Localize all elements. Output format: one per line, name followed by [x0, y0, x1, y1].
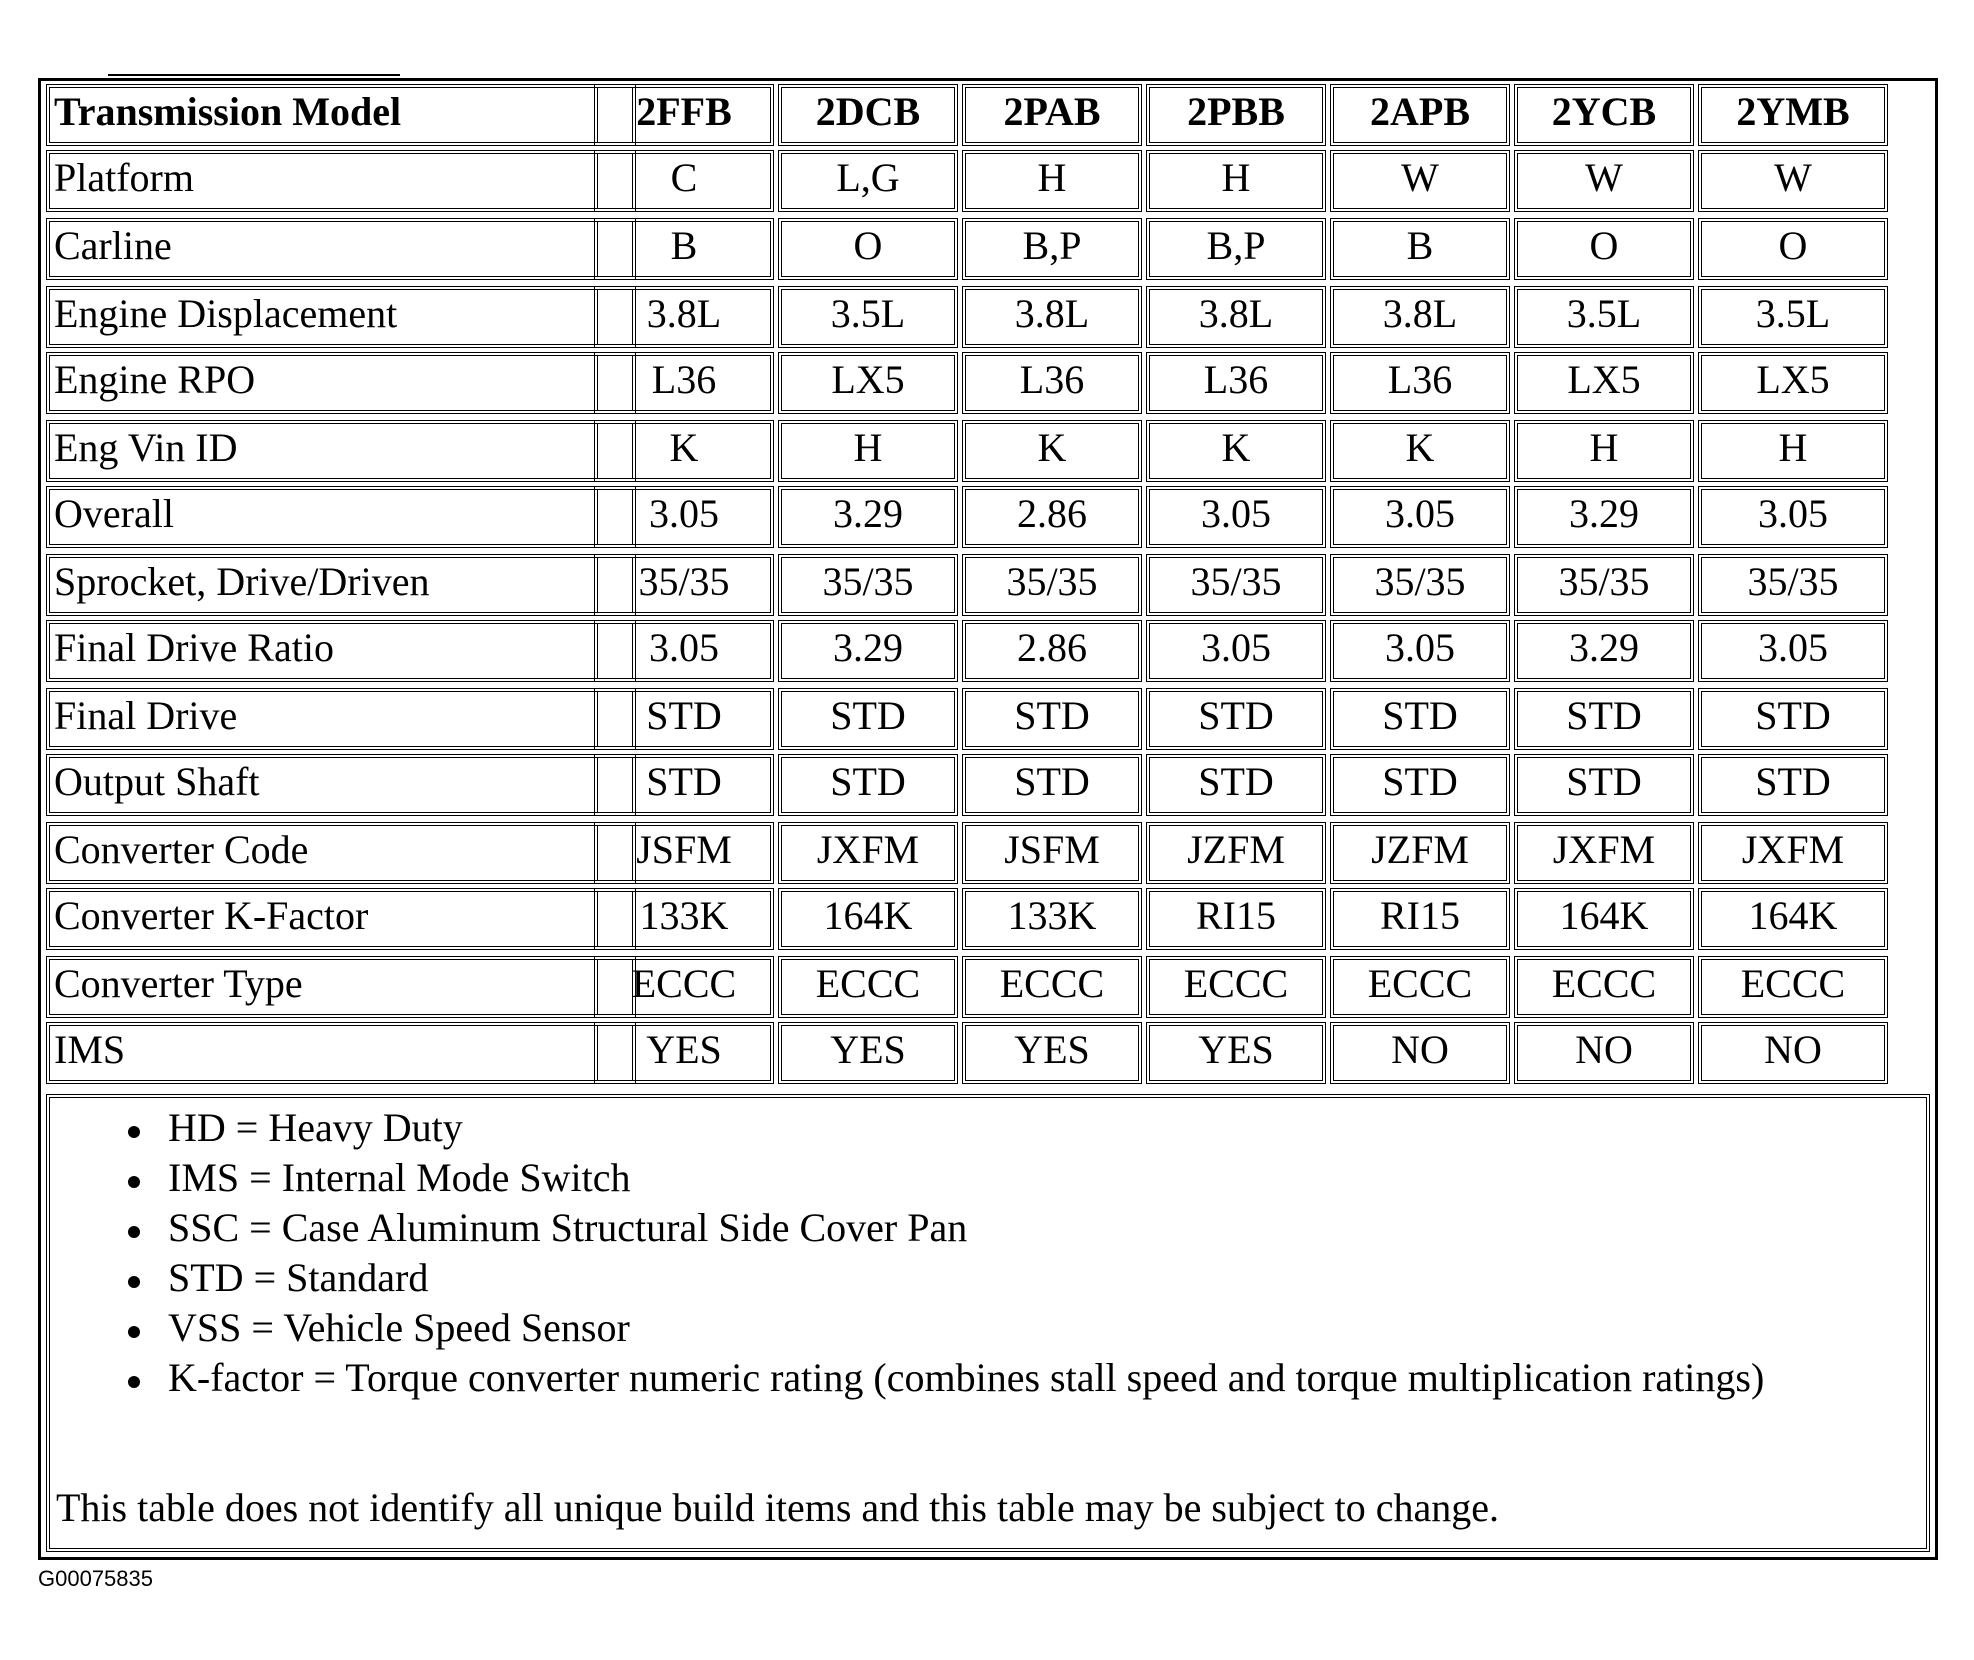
value-cell: 35/35 — [1514, 554, 1694, 616]
value-cell: 2.86 — [962, 486, 1142, 548]
value-cell: O — [1698, 218, 1888, 280]
value-cell: B,P — [1146, 218, 1326, 280]
note-text: K-factor = Torque converter numeric rating (combines stall speed and torque multiplication ratings) — [168, 1355, 1765, 1400]
value-cell: 3.8L — [962, 286, 1142, 348]
value-cell: 3.05 — [1330, 620, 1510, 682]
value-cell: 3.8L — [1330, 286, 1510, 348]
value-cell: 3.05 — [594, 620, 774, 682]
value-cell: 3.29 — [778, 620, 958, 682]
value-cell: H — [962, 150, 1142, 212]
row-label-cell: Engine Displacement — [46, 286, 636, 348]
value-cell: NO — [1514, 1022, 1694, 1084]
row-label-cell: IMS — [46, 1022, 636, 1084]
bullet-icon — [128, 1376, 140, 1388]
top-rule — [108, 74, 400, 76]
figure-id: G00075835 — [38, 1566, 153, 1591]
note-item — [168, 1154, 1888, 1202]
value-cell: STD — [778, 754, 958, 816]
value-cell: NO — [1330, 1022, 1510, 1084]
value-cell: L36 — [1330, 352, 1510, 414]
value-cell: ECCC — [1698, 956, 1888, 1018]
row-label-cell: Output Shaft — [46, 754, 636, 816]
value-cell: ECCC — [1146, 956, 1326, 1018]
model-header-cell: 2DCB — [778, 84, 958, 146]
value-cell: YES — [1146, 1022, 1326, 1084]
value-cell: JXFM — [1514, 822, 1694, 884]
value-cell: 3.05 — [1698, 620, 1888, 682]
value-cell: K — [594, 420, 774, 482]
value-cell: 164K — [778, 888, 958, 950]
value-cell: LX5 — [778, 352, 958, 414]
value-cell: 35/35 — [1698, 554, 1888, 616]
row-label-cell: Carline — [46, 218, 636, 280]
value-cell: ECCC — [1514, 956, 1694, 1018]
value-cell: O — [778, 218, 958, 280]
note-text: HD = Heavy Duty — [168, 1105, 463, 1150]
value-cell: B,P — [962, 218, 1142, 280]
value-cell: JZFM — [1330, 822, 1510, 884]
value-cell: H — [1698, 420, 1888, 482]
notes-box — [46, 1094, 1930, 1552]
model-header-cell: 2YMB — [1698, 84, 1888, 146]
value-cell: 3.29 — [1514, 620, 1694, 682]
value-cell: 3.05 — [1146, 486, 1326, 548]
value-cell: 35/35 — [962, 554, 1142, 616]
value-cell: B — [594, 218, 774, 280]
value-cell: JXFM — [778, 822, 958, 884]
note-text: VSS = Vehicle Speed Sensor — [168, 1305, 630, 1350]
value-cell: W — [1330, 150, 1510, 212]
value-cell: 35/35 — [1146, 554, 1326, 616]
value-cell: L,G — [778, 150, 958, 212]
value-cell: JZFM — [1146, 822, 1326, 884]
value-cell: K — [1146, 420, 1326, 482]
header-label-cell: Transmission Model — [46, 84, 636, 146]
value-cell: ECCC — [962, 956, 1142, 1018]
value-cell: STD — [1330, 754, 1510, 816]
value-cell: B — [1330, 218, 1510, 280]
value-cell: STD — [1330, 688, 1510, 750]
value-cell: NO — [1698, 1022, 1888, 1084]
row-label-cell: Platform — [46, 150, 636, 212]
value-cell: ECCC — [1330, 956, 1510, 1018]
value-cell: 3.05 — [594, 486, 774, 548]
bullet-icon — [128, 1176, 140, 1188]
value-cell: JSFM — [594, 822, 774, 884]
value-cell: 35/35 — [594, 554, 774, 616]
value-cell: L36 — [1146, 352, 1326, 414]
note-text: STD = Standard — [168, 1255, 429, 1300]
row-label-cell: Converter Code — [46, 822, 636, 884]
value-cell: 35/35 — [778, 554, 958, 616]
note-item — [168, 1204, 1888, 1252]
value-cell: STD — [594, 688, 774, 750]
value-cell: 3.8L — [594, 286, 774, 348]
value-cell: 3.05 — [1698, 486, 1888, 548]
value-cell: STD — [1514, 688, 1694, 750]
value-cell: 3.05 — [1146, 620, 1326, 682]
value-cell: JXFM — [1698, 822, 1888, 884]
note-item — [168, 1354, 1888, 1402]
bullet-icon — [128, 1126, 140, 1138]
value-cell: 35/35 — [1330, 554, 1510, 616]
value-cell: YES — [594, 1022, 774, 1084]
bullet-icon — [128, 1226, 140, 1238]
value-cell: ECCC — [594, 956, 774, 1018]
value-cell: LX5 — [1698, 352, 1888, 414]
value-cell: STD — [778, 688, 958, 750]
model-header-cell: 2FFB — [594, 84, 774, 146]
value-cell: RI15 — [1330, 888, 1510, 950]
row-label-cell: Final Drive — [46, 688, 636, 750]
value-cell: L36 — [962, 352, 1142, 414]
row-label-cell: Converter K-Factor — [46, 888, 636, 950]
value-cell: LX5 — [1514, 352, 1694, 414]
value-cell: YES — [778, 1022, 958, 1084]
model-header-cell: 2YCB — [1514, 84, 1694, 146]
value-cell: STD — [962, 754, 1142, 816]
value-cell: STD — [594, 754, 774, 816]
value-cell: STD — [1146, 688, 1326, 750]
value-cell: H — [778, 420, 958, 482]
row-label-cell: Final Drive Ratio — [46, 620, 636, 682]
value-cell: H — [1514, 420, 1694, 482]
note-item — [168, 1254, 1888, 1302]
value-cell: JSFM — [962, 822, 1142, 884]
value-cell: STD — [1514, 754, 1694, 816]
row-label-cell: Converter Type — [46, 956, 636, 1018]
note-item — [168, 1104, 1888, 1152]
value-cell: 3.05 — [1330, 486, 1510, 548]
model-header-cell: 2APB — [1330, 84, 1510, 146]
value-cell: 164K — [1698, 888, 1888, 950]
value-cell: 133K — [962, 888, 1142, 950]
value-cell: W — [1514, 150, 1694, 212]
row-label-cell: Overall — [46, 486, 636, 548]
row-label-cell: Eng Vin ID — [46, 420, 636, 482]
model-header-cell: 2PBB — [1146, 84, 1326, 146]
value-cell: O — [1514, 218, 1694, 280]
value-cell: 3.29 — [778, 486, 958, 548]
value-cell: 3.5L — [1514, 286, 1694, 348]
bullet-icon — [128, 1276, 140, 1288]
value-cell: L36 — [594, 352, 774, 414]
value-cell: C — [594, 150, 774, 212]
value-cell: H — [1146, 150, 1326, 212]
value-cell: STD — [1698, 688, 1888, 750]
model-header-cell: 2PAB — [962, 84, 1142, 146]
value-cell: 3.5L — [1698, 286, 1888, 348]
value-cell: 2.86 — [962, 620, 1142, 682]
disclaimer-text: This table does not identify all unique build items and this table may be subject to change. — [56, 1485, 1500, 1530]
note-text: SSC = Case Aluminum Structural Side Cover Pan — [168, 1205, 968, 1250]
value-cell: W — [1698, 150, 1888, 212]
value-cell: ECCC — [778, 956, 958, 1018]
value-cell: 3.8L — [1146, 286, 1326, 348]
value-cell: 3.29 — [1514, 486, 1694, 548]
bullet-icon — [128, 1326, 140, 1338]
value-cell: STD — [962, 688, 1142, 750]
value-cell: K — [962, 420, 1142, 482]
value-cell: 164K — [1514, 888, 1694, 950]
row-label-cell: Sprocket, Drive/Driven — [46, 554, 636, 616]
value-cell: RI15 — [1146, 888, 1326, 950]
value-cell: 3.5L — [778, 286, 958, 348]
note-text: IMS = Internal Mode Switch — [168, 1155, 631, 1200]
note-item — [168, 1304, 1888, 1352]
value-cell: STD — [1146, 754, 1326, 816]
row-label-cell: Engine RPO — [46, 352, 636, 414]
value-cell: YES — [962, 1022, 1142, 1084]
value-cell: STD — [1698, 754, 1888, 816]
value-cell: K — [1330, 420, 1510, 482]
value-cell: 133K — [594, 888, 774, 950]
